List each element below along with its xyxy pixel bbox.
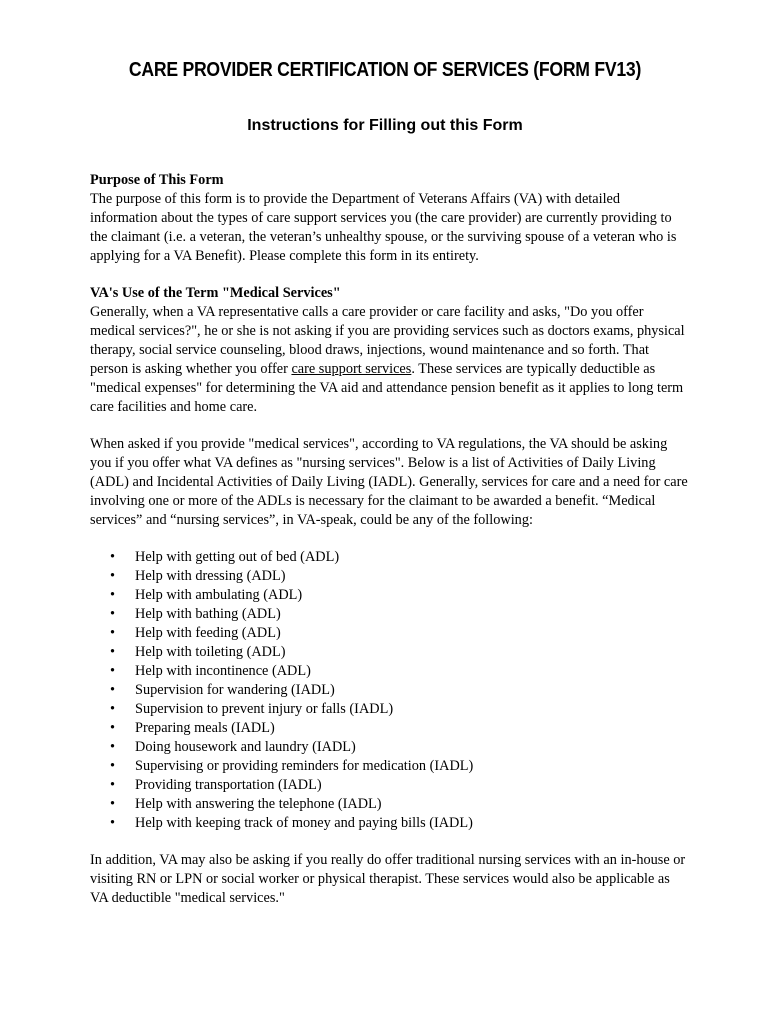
list-item-text: Help with keeping track of money and paying bills (IADL) bbox=[135, 815, 473, 831]
list-item-text: Supervision for wandering (IADL) bbox=[135, 682, 335, 698]
list-item-text: Preparing meals (IADL) bbox=[135, 720, 275, 736]
list-item-text: Help with bathing (ADL) bbox=[135, 606, 281, 622]
list-item bbox=[110, 662, 690, 681]
bullet-icon: • bbox=[110, 663, 116, 679]
list-item bbox=[110, 814, 690, 833]
bullet-icon: • bbox=[110, 682, 116, 698]
bullet-icon: • bbox=[110, 568, 116, 584]
bullet-icon: • bbox=[110, 815, 116, 831]
list-item-text: Supervision to prevent injury or falls (IADL) bbox=[135, 701, 394, 717]
list-item bbox=[110, 586, 690, 605]
list-item bbox=[110, 624, 690, 643]
nursing-services-section bbox=[90, 435, 690, 530]
bullet-icon: • bbox=[110, 758, 116, 774]
list-item-text: Doing housework and laundry (IADL) bbox=[135, 739, 356, 755]
bullet-icon: • bbox=[110, 644, 116, 660]
list-item-text: Help with incontinence (ADL) bbox=[135, 663, 311, 679]
purpose-heading: Purpose of This Form bbox=[90, 172, 224, 188]
closing-paragraph: In addition, VA may also be asking if you really do offer traditional nursing services with an in-house or visiting RN or LPN or social worker or physical therapist. These services would also be applicable as VA deductible "medical services." bbox=[90, 852, 686, 906]
list-item-text: Help with toileting (ADL) bbox=[135, 644, 286, 660]
medical-services-section bbox=[90, 284, 690, 417]
list-item-text: Help with feeding (ADL) bbox=[135, 625, 281, 641]
list-item-text: Providing transportation (IADL) bbox=[135, 777, 322, 793]
care-support-services-underlined: care support services bbox=[291, 361, 412, 377]
bullet-icon: • bbox=[110, 587, 116, 603]
list-item-text: Help with answering the telephone (IADL) bbox=[135, 796, 382, 812]
bullet-icon: • bbox=[110, 777, 116, 793]
instructions-subtitle: Instructions for Filling out this Form bbox=[247, 117, 523, 134]
list-item bbox=[110, 776, 690, 795]
purpose-section bbox=[90, 171, 690, 266]
form-title: CARE PROVIDER CERTIFICATION OF SERVICES (FORM FV13) bbox=[128, 58, 642, 81]
medical-services-text-before: Generally, when a VA representative calls a care provider or care facility and asks, "Do you offer medical services?", he or she is not asking if you are providing services such as doctors exams, physical therapy, social service counseling, blood draws, injections, wound maintenance and so forth. That person is asking whether you offer bbox=[90, 304, 685, 377]
bullet-icon: • bbox=[110, 720, 116, 736]
closing-section bbox=[90, 851, 690, 908]
document-body bbox=[90, 171, 690, 926]
list-item-text: Help with dressing (ADL) bbox=[135, 568, 286, 584]
bullet-icon: • bbox=[110, 701, 116, 717]
list-item-text: Supervising or providing reminders for medication (IADL) bbox=[135, 758, 474, 774]
list-item bbox=[110, 700, 690, 719]
list-item bbox=[110, 719, 690, 738]
bullet-icon: • bbox=[110, 796, 116, 812]
list-item bbox=[110, 738, 690, 757]
list-item-text: Help with getting out of bed (ADL) bbox=[135, 549, 340, 565]
list-item-text: Help with ambulating (ADL) bbox=[135, 587, 303, 603]
list-item bbox=[110, 643, 690, 662]
bullet-icon: • bbox=[110, 625, 116, 641]
medical-services-heading: VA's Use of the Term "Medical Services" bbox=[90, 285, 341, 301]
bullet-icon: • bbox=[110, 606, 116, 622]
bullet-icon: • bbox=[110, 549, 116, 565]
list-item bbox=[110, 605, 690, 624]
medical-services-paragraph bbox=[90, 303, 690, 417]
list-item bbox=[110, 681, 690, 700]
list-item bbox=[110, 795, 690, 814]
nursing-services-paragraph: When asked if you provide "medical services", according to VA regulations, the VA should be asking you if you offer what VA defines as "nursing services". Below is a list of Activities of Daily Living (ADL) and Incidental Activities of Daily Living (IADL). Generally, services for care and a need for care involving one or more of the ADLs is necessary for the claimant to be awarded a benefit. “Medical services” and “nursing services”, in VA-speak, could be any of the following: bbox=[90, 436, 688, 528]
adl-list bbox=[90, 548, 690, 833]
medical-services-text-after: . These services are typically deductible as "medical expenses" for determining the VA aid and attendance pension benefit as it applies to long term care facilities and home care. bbox=[90, 361, 684, 415]
list-item bbox=[110, 548, 690, 567]
purpose-paragraph: The purpose of this form is to provide the Department of Veterans Affairs (VA) with detailed information about the types of care support services you (the care provider) are currently providing to the claimant (i.e. a veteran, the veteran’s unhealthy spouse, or the surviving spouse of a veteran who is applying for a VA Benefit). Please complete this form in its entirety. bbox=[90, 191, 677, 264]
list-item bbox=[110, 757, 690, 776]
bullet-icon: • bbox=[110, 739, 116, 755]
list-item bbox=[110, 567, 690, 586]
